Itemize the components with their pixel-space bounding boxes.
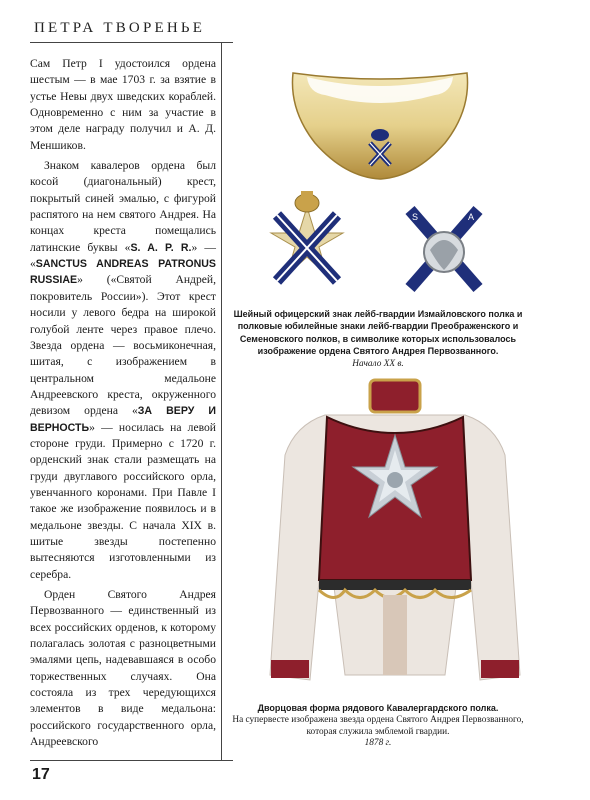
uniform-caption-title: Дворцовая форма рядового Кавалергардского полка. <box>257 703 499 713</box>
paragraph-text: » — « <box>30 240 216 271</box>
svg-text:S: S <box>412 212 419 222</box>
emphasis-text: S. A. P. R. <box>130 241 192 254</box>
paragraph-text: Орден Святого Андрея Первозванного — единственный из всех российских орденов, к которому полагалась золотая с разноцветными эмалями цепь, надевавшаяся в особо торжественных случаях. Она состояла из трех чередующихся элементов в виде медальона: российского государственного орла, Андреевского <box>30 588 216 749</box>
paragraph-text: Знаком кавалеров ордена был косой (диагональный) крест, покрытый синей эмалью, с фигурой распятого на нем святого Андрея. На концах креста помещались латинские буквы « <box>30 159 216 254</box>
body-paragraph <box>30 158 216 583</box>
badges-caption-date: Начало XX в. <box>352 358 404 369</box>
badges-caption <box>228 309 528 370</box>
uniform-caption <box>228 703 528 750</box>
preobrazhensky-badge-image <box>255 185 360 295</box>
gorget-image <box>285 55 475 185</box>
footer-rule <box>30 760 233 761</box>
body-paragraph <box>30 587 216 750</box>
page-number: 17 <box>32 766 50 783</box>
paragraph-text: » — носилась на левой стороне груди. Примерно с 1720 г. орденский знак стали размещать на груди двуглавого российского орла, увенчанного коронами. При Павле I такое же изображение появилось и в медальоне звезды. С начала XIX в. шитые звезды постепенно вытесняются изготовленными из серебра. <box>30 420 216 581</box>
running-header: ПЕТРА ТВОРЕНЬЕ <box>34 20 206 36</box>
paragraph-text: » («Святой Андрей, покровитель России»). Этот крест носили у левого бедра на широкой голубой ленте через правое плечо. Звезда ордена — восьмиконечная, шитая, с изображением в центральном медальоне Андреевского креста, окруженного девизом ордена « <box>30 273 216 418</box>
emphasis-text: ЗА ВЕРУ И ВЕРНОСТЬ <box>30 405 216 434</box>
body-paragraph <box>30 56 216 154</box>
emphasis-text: SANCTUS ANDREAS PATRONUS RUSSIAE <box>30 258 216 287</box>
paragraph-text: Сам Петр I удостоился ордена шестым — в мае 1703 г. за взятие в устье Невы двух шведских кораблей. Одновременно с ним за участие в этом деле награду получил и А. Д. Меншиков. <box>30 57 216 152</box>
body-text-column <box>30 56 216 754</box>
badges-caption-text: Шейный офицерский знак лейб-гвардии Измайловского полка и полковые юбилейные знаки лейб-гвардии Преображенского и Семеновского полков, в символике которых использовалось изображение ордена Святого Андрея Первозванного. <box>233 309 523 357</box>
svg-text:A: A <box>468 212 475 222</box>
uniform-image <box>265 375 525 690</box>
uniform-caption-date: 1878 г. <box>364 738 392 749</box>
header-rule <box>30 42 233 43</box>
semenovsky-badge-image <box>400 200 490 300</box>
column-divider <box>221 42 222 760</box>
uniform-caption-text: На супервесте изображена звезда ордена Святого Андрея Первозванного, которая служила эмблемой гвардии. <box>232 715 524 737</box>
